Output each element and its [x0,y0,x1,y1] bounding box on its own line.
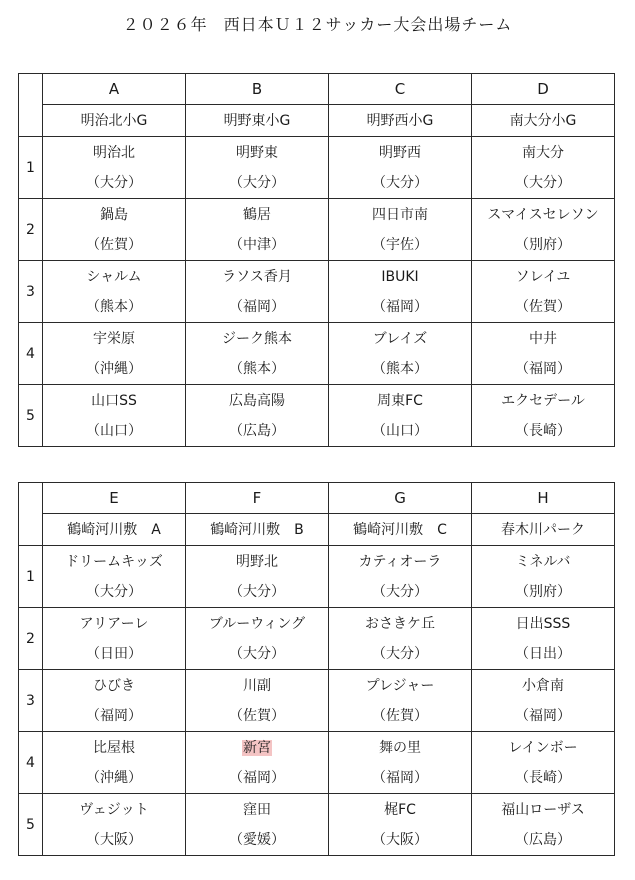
team-cell [43,137,186,199]
team-cell [472,546,615,608]
team-name: 鍋島 [100,206,128,223]
team-cell [472,608,615,670]
venue-name: 明治北小G [80,112,148,129]
team-prefecture: （愛媛） [229,831,285,848]
team-name: 南大分 [522,144,564,161]
seed-number: 4 [19,732,43,794]
team-prefecture: （佐賀） [515,298,571,315]
team-cell [186,546,329,608]
highlight-mark: 新宮 [243,739,271,756]
team-cell [43,546,186,608]
team-cell [43,199,186,261]
team-prefecture: （山口） [86,422,142,439]
team-prefecture: （福岡） [515,707,571,724]
team-cell [329,323,472,385]
team-name: 広島高陽 [229,392,285,409]
team-prefecture: （熊本） [372,360,428,377]
team-cell [186,323,329,385]
team-prefecture: （広島） [229,422,285,439]
team-prefecture: （長崎） [515,422,571,439]
team-name: 中井 [529,330,557,347]
group-letter: E [109,488,119,507]
seed-number: 1 [19,546,43,608]
team-prefecture: （大分） [229,583,285,600]
team-prefecture: （中津） [229,236,285,253]
venue-cell [43,514,186,546]
team-prefecture: （大分） [372,174,428,191]
team-name: ドリームキッズ [65,553,163,570]
team-prefecture: （大分） [229,174,285,191]
team-prefecture: （大分） [515,174,571,191]
team-name: 四日市南 [372,206,428,223]
team-cell [186,732,329,794]
group-letter-cell [329,483,472,514]
team-cell [329,608,472,670]
group-letter: C [394,79,406,98]
group-letter-cell [186,483,329,514]
corner-cell [19,74,43,137]
team-cell [43,323,186,385]
team-prefecture: （福岡） [229,298,285,315]
team-cell [472,670,615,732]
team-name: ひびき [93,677,135,694]
team-name: プレジャー [365,677,435,694]
venue-name: 鶴崎河川敷 B [210,521,304,538]
team-cell [43,732,186,794]
group-letter-cell [43,74,186,105]
team-prefecture: （大分） [372,645,428,662]
venue-cell [43,105,186,137]
team-name: 明野西 [379,144,421,161]
team-prefecture: （大分） [372,583,428,600]
team-name: 舞の里 [379,739,421,756]
table-row [19,323,615,385]
team-name: カティオーラ [358,553,442,570]
team-name: 鶴居 [243,206,271,223]
team-prefecture: （沖縄） [86,769,142,786]
team-name: エクセデール [501,392,585,409]
seed-number: 3 [19,670,43,732]
venue-name: 明野西小G [366,112,434,129]
team-prefecture: （熊本） [229,360,285,377]
table-row [19,670,615,732]
team-prefecture: （大分） [86,174,142,191]
team-cell [43,794,186,856]
team-name: 窪田 [243,801,271,818]
team-name: 比屋根 [93,739,135,756]
team-name: 福山ローザス [501,801,585,818]
team-cell [329,794,472,856]
team-prefecture: （佐賀） [86,236,142,253]
team-name: 日出SSS [515,615,571,632]
group-letter: F [252,488,262,507]
group-letter: B [251,79,263,98]
team-name: ミネルバ [515,553,571,570]
venue-name: 鶴崎河川敷 C [353,521,447,538]
team-cell [43,670,186,732]
venue-cell [186,514,329,546]
team-prefecture: （別府） [515,236,571,253]
team-cell [43,608,186,670]
team-name: 明野東 [236,144,278,161]
team-prefecture: （大阪） [372,831,428,848]
team-name: スマイスセレソン [487,206,599,223]
seed-number: 2 [19,199,43,261]
team-prefecture: （別府） [515,583,571,600]
team-prefecture: （山口） [372,422,428,439]
table-row [19,794,615,856]
team-prefecture: （福岡） [372,298,428,315]
corner-cell [19,483,43,546]
table-row [19,137,615,199]
team-cell [186,385,329,447]
seed-number: 4 [19,323,43,385]
group-table-e-h [18,482,615,856]
venue-name: 南大分小G [509,112,577,129]
team-name: シャルム [86,268,142,285]
team-cell [329,137,472,199]
group-letter-cell [329,74,472,105]
group-letter-cell [472,74,615,105]
team-name: ジーク熊本 [222,330,292,347]
team-name: ブレイズ [372,330,428,347]
team-prefecture: （大分） [229,645,285,662]
team-cell [472,323,615,385]
table-row [19,732,615,794]
team-name: ブルーウィング [208,615,306,632]
group-letter-row [19,483,615,514]
team-cell [329,199,472,261]
team-prefecture: （佐賀） [372,707,428,724]
team-prefecture: （佐賀） [229,707,285,724]
team-name: 明治北 [93,144,135,161]
team-cell [186,137,329,199]
table-row [19,546,615,608]
team-prefecture: （日田） [86,645,142,662]
team-cell [472,137,615,199]
group-letter: D [537,79,549,98]
team-cell [186,261,329,323]
team-name: 周東FC [377,392,423,409]
seed-number: 2 [19,608,43,670]
team-prefecture: （福岡） [515,360,571,377]
team-name: ヴェジット [79,801,149,818]
team-prefecture: （福岡） [372,769,428,786]
venue-row [19,105,615,137]
team-cell [43,385,186,447]
team-name-highlighted [186,733,328,763]
team-prefecture: （大分） [86,583,142,600]
group-letter-cell [43,483,186,514]
team-cell [329,385,472,447]
venue-name: 春木川パーク [501,521,585,538]
team-name: 宇栄原 [93,330,135,347]
table-row [19,608,615,670]
seed-number: 5 [19,794,43,856]
venue-cell [329,514,472,546]
group-letter-cell [186,74,329,105]
team-prefecture: （長崎） [515,769,571,786]
team-prefecture: （熊本） [86,298,142,315]
document-title [0,12,635,35]
team-cell [329,670,472,732]
team-cell [186,794,329,856]
team-name: ラソス香月 [222,268,292,285]
team-name: 小倉南 [522,677,564,694]
table-row [19,199,615,261]
team-name: おさきケ丘 [365,615,435,632]
team-prefecture: （沖縄） [86,360,142,377]
team-cell [472,261,615,323]
team-name: 明野北 [236,553,278,570]
team-prefecture: （広島） [515,831,571,848]
venue-cell [472,514,615,546]
venue-name: 鶴崎河川敷 A [67,521,161,538]
team-cell [186,608,329,670]
table-row [19,261,615,323]
team-cell [329,732,472,794]
team-prefecture: （宇佐） [372,236,428,253]
group-letter-cell [472,483,615,514]
team-prefecture: （大阪） [86,831,142,848]
team-name: IBUKI [381,268,419,285]
venue-row [19,514,615,546]
team-name: アリアーレ [79,615,149,632]
seed-number: 1 [19,137,43,199]
team-cell [472,732,615,794]
team-prefecture: （日出） [515,645,571,662]
title-name: 西日本Ｕ１２サッカー大会出場チーム [223,15,513,34]
group-letter-row [19,74,615,105]
venue-name: 明野東小G [223,112,291,129]
team-cell [472,199,615,261]
venue-cell [186,105,329,137]
title-year: ２０２６年 [122,15,208,34]
team-cell [472,385,615,447]
seed-number: 3 [19,261,43,323]
venue-cell [329,105,472,137]
team-prefecture: （福岡） [86,707,142,724]
group-letter: H [537,488,549,507]
venue-cell [472,105,615,137]
team-name: 山口SS [91,392,137,409]
team-name: レインボー [508,739,578,756]
team-cell [43,261,186,323]
team-name: 川副 [243,677,271,694]
team-cell [186,199,329,261]
team-name: ソレイユ [515,268,571,285]
group-table-a-d [18,73,615,447]
team-cell [472,794,615,856]
table-row [19,385,615,447]
team-cell [186,670,329,732]
seed-number: 5 [19,385,43,447]
group-letter: A [108,79,120,98]
team-cell [329,261,472,323]
team-cell [329,546,472,608]
team-prefecture: （福岡） [229,769,285,786]
team-name: 梶FC [384,801,416,818]
group-letter: G [394,488,406,507]
